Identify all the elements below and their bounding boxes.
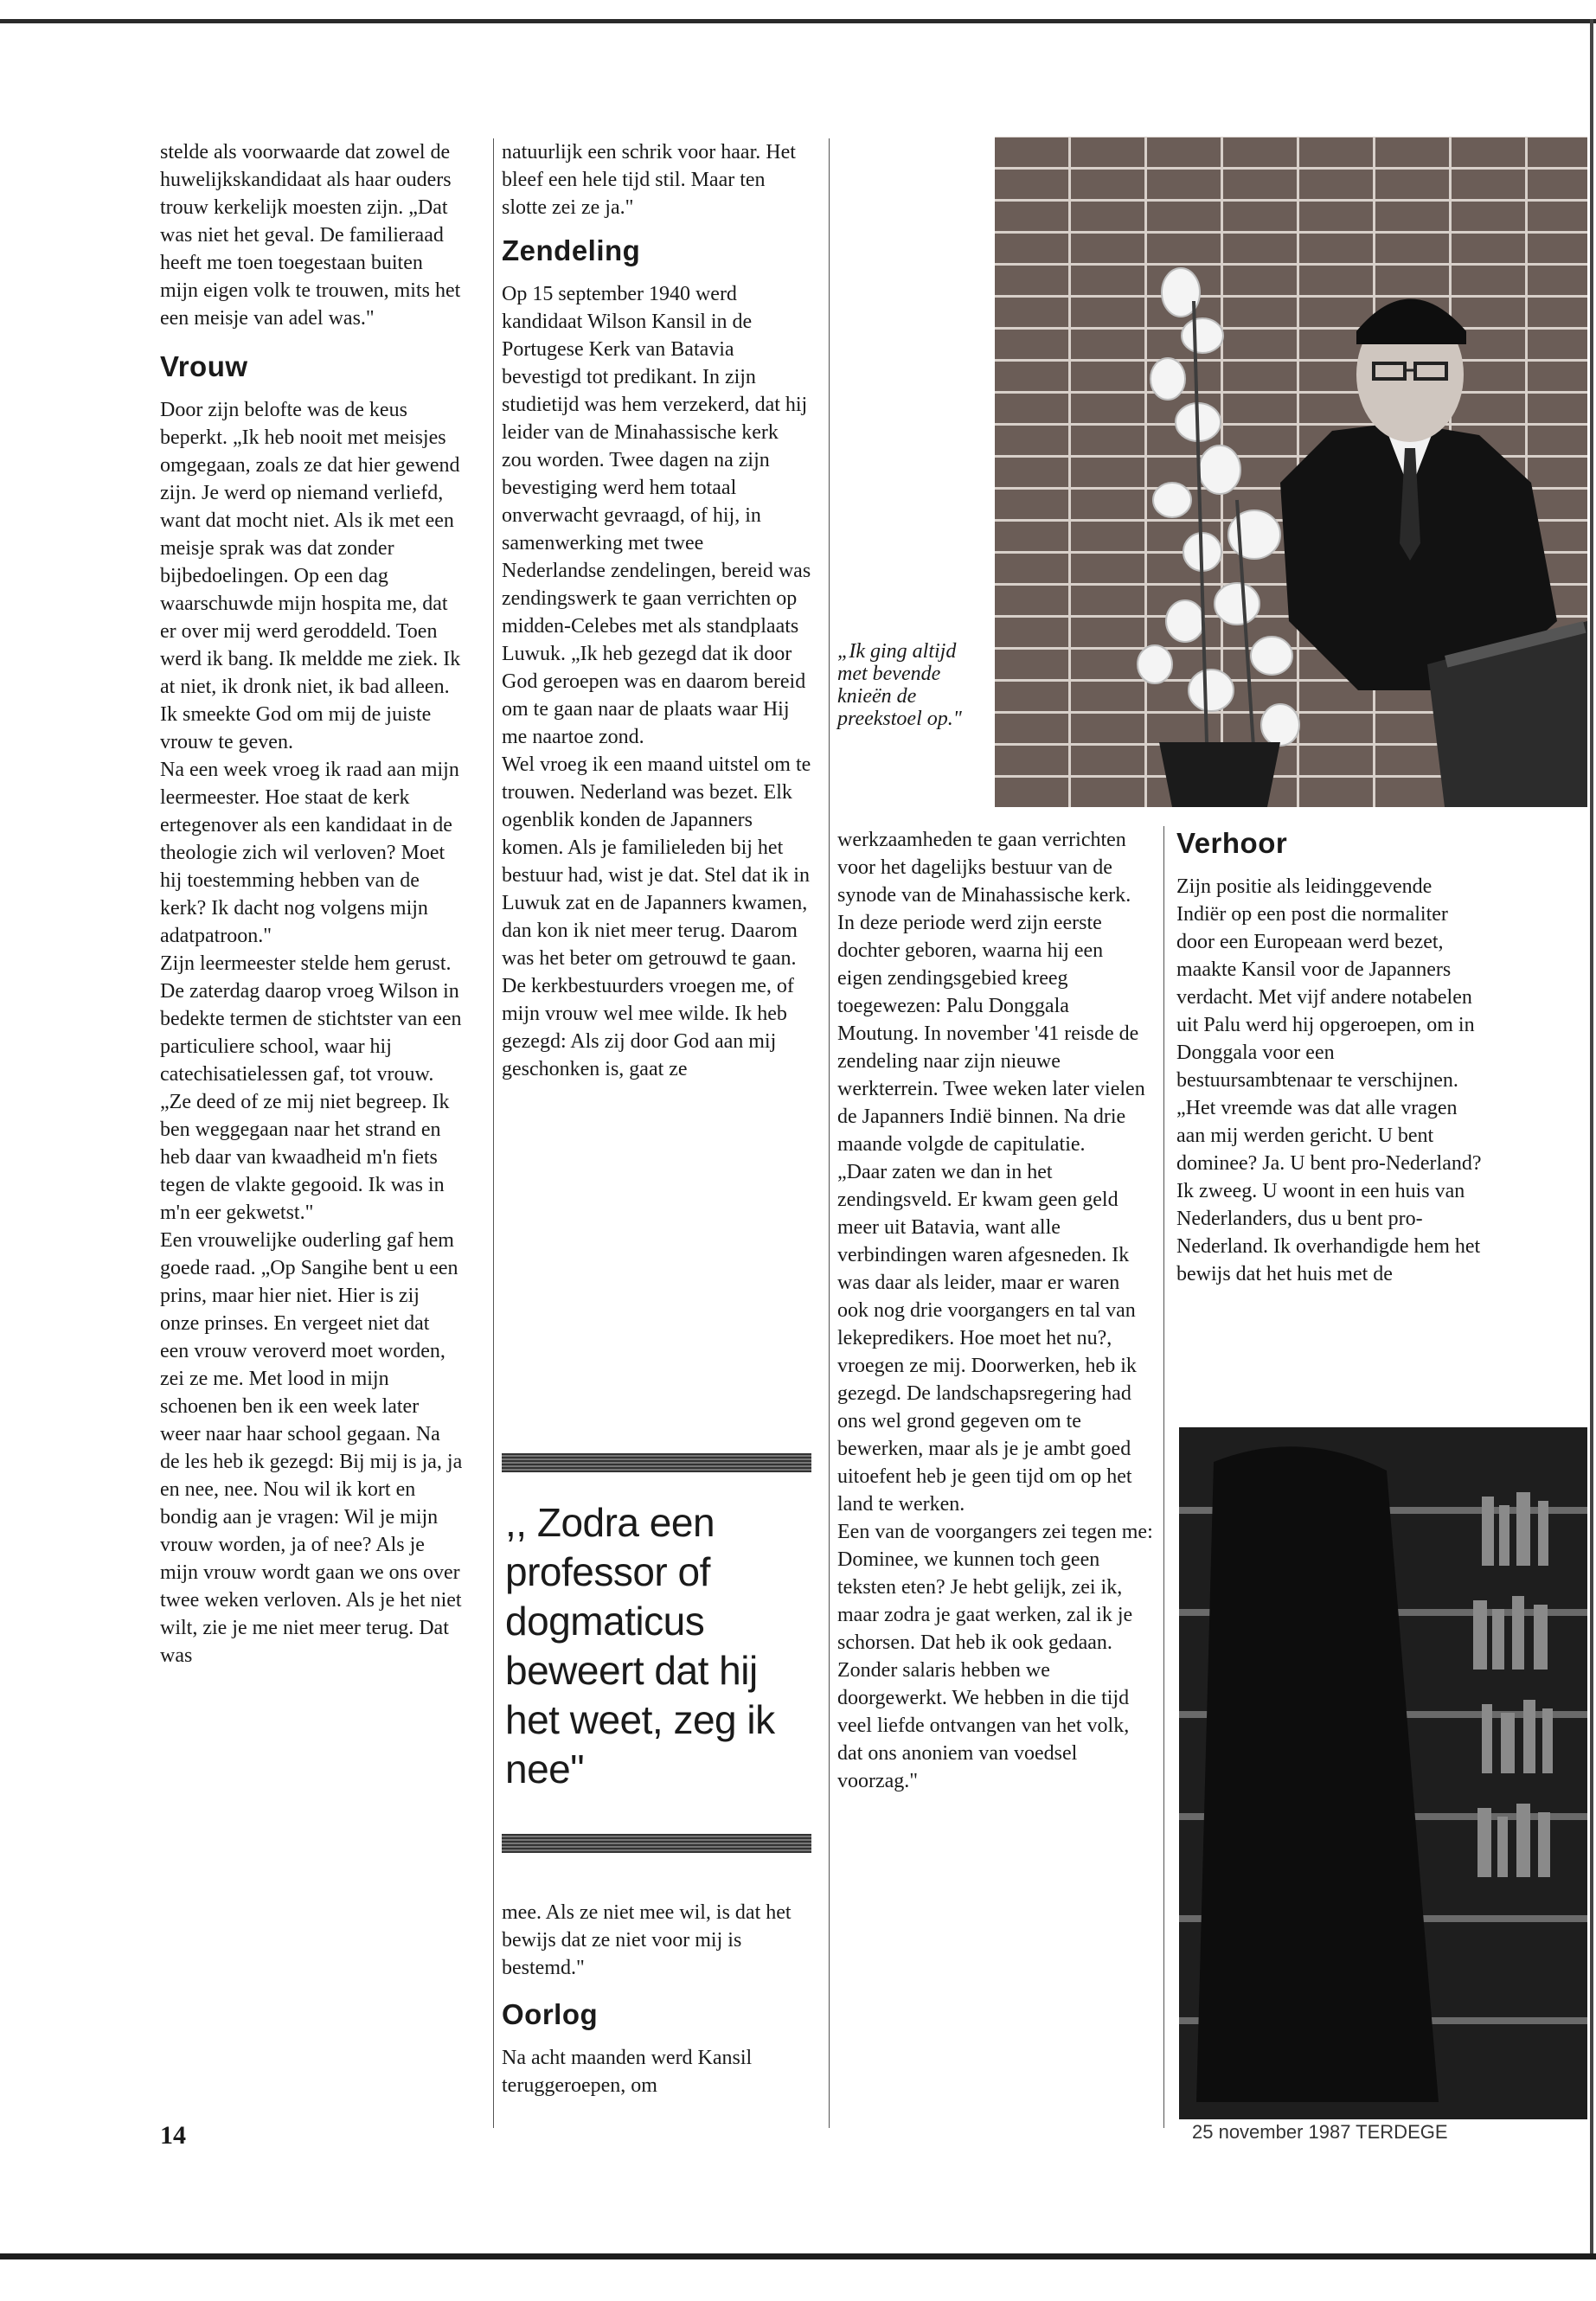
section-heading-oorlog: Oorlog: [502, 1998, 599, 2030]
section-heading-zendeling: Zendeling: [502, 234, 641, 266]
paragraph: mee. Als ze niet mee wil, is dat het bewijs dat ze niet voor mij is bestemd.": [502, 1901, 792, 1979]
paragraph: natuurlijk een schrik voor haar. Het bleef een hele tijd stil. Maar ten slotte zei ze ja.": [502, 141, 796, 219]
page-frame-bottom: [0, 2253, 1596, 2259]
paragraph: stelde als voorwaarde dat zowel de huwelijkskandidaat als haar ouders trouw kerkelijk moesten zijn. „Dat was niet het geval. De familieraad heeft me toen toegestaan buiten mijn eigen volk te trouwen, mits het een meisje van adel was.": [160, 141, 461, 330]
article-column-3: [837, 826, 1153, 1795]
paragraph: Een vrouwelijke ouderling gaf hem goede raad. „Op Sangihe bent u een prins, maar hier niet. Hier is zij onze prinses. En vergeet niet dat een vrouw veroverd moet worden, zei ze me. Met lood in mijn schoenen ben ik een week later weer naar haar school gegaan. Na de les heb ik gezegd: Bij mij is ja, ja en nee, nee. Nou wil ik kort en bondig aan je vragen: Wil je mijn vrouw worden, ja of nee? Als je mijn vrouw wordt gaan we ons over twee weken verloven. Als je het niet wilt, zie je me niet meer terug. Dat was: [160, 1229, 463, 1667]
page-frame-top: [0, 19, 1596, 23]
paragraph: werkzaamheden te gaan verrichten voor het dagelijks bestuur van de synode van de Minahassische kerk. In deze periode werd zijn eerste dochter geboren, waarna hij een eigen zendingsgebied kreeg toegewezen: Palu Donggala Moutung. In november '41 reisde de zendeling naar zijn nieuwe werkterrein. Twee weken later vielen de Japanners Indië binnen. Na drie maande volgde de capitulatie.: [837, 829, 1145, 1156]
paragraph: Na een week vroeg ik raad aan mijn leermeester. Hoe staat de kerk ertegenover als een kandidaat in de theologie zich wil verloven? Moet hij toestemming hebben van de kerk? Ik dacht nog volgens mijn adatpatroon.": [160, 759, 459, 947]
paragraph: Op 15 september 1940 werd kandidaat Wilson Kansil in de Portugese Kerk van Batavia bevestigd tot predikant. In zijn studietijd was hem verzekerd, dat hij leider van de Minahassische kerk zou worden. Twee dagen na zijn bevestiging werd hem totaal onverwacht gevraagd, of hij, in samenwerking met twee Nederlandse zendelingen, bereid was zendingswerk te gaan verrichten op midden-Celebes met als standplaats Luwuk. „Ik heb gezegd dat ik door God geroepen was en daarom bereid om te gaan naar de plaats waar Hij me naartoe zond.: [502, 283, 811, 748]
page-frame-right: [1590, 19, 1593, 2259]
column-rule-3: [1163, 826, 1164, 2128]
paragraph: Zijn leermeester stelde hem gerust. De zaterdag daarop vroeg Wilson in bedekte termen de stichtster van een particuliere school, waar hij catechisatielessen gaf, tot vrouw. „Ze deed of ze mij niet begreep. Ik ben weggegaan naar het strand en heb daar van kwaadheid m'n fiets tegen de vlakte gegooid. Ik was in m'n eer gekwetst.": [160, 952, 462, 1224]
pull-quote: ,, Zodra een professor of dogmaticus beweert dat hij het weet, zeg ik nee": [505, 1500, 775, 1791]
paragraph: Een van de voorgangers zei tegen me: Dominee, we kunnen toch geen teksten eten? Je hebt gelijk, zei ik, maar zodra je gaat werken, zal ik je schorsen. Dat heb ik ook gedaan. Zonder salaris hebben we doorgewerkt. We hebben in die tijd veel liefde ontvangen van het volk, dat ons anoniem van voedsel voorzag.": [837, 1521, 1153, 1792]
section-heading-verhoor: Verhoor: [1176, 827, 1288, 859]
paragraph: „Het vreemde was dat alle vragen aan mij werden gericht. U bent dominee? Ja. U bent pro-Nederland? Ik zweeg. U woont in een huis van Nederlanders, dus u bent pro-Nederland. Ik overhandigde hem het bewijs dat het huis met de: [1176, 1097, 1482, 1285]
pull-quote-rule-bottom: [502, 1834, 811, 1853]
page-number: 14: [160, 2121, 186, 2150]
paragraph: De kerkbestuurders vroegen me, of mijn vrouw wel mee wilde. Ik heb gezegd: Als zij door God aan mij geschonken is, gaat ze: [502, 975, 794, 1080]
photo-caption: „Ik ging altijd met bevende knieën de preekstoel op.": [837, 640, 962, 730]
article-column-1: [160, 138, 463, 1670]
column-rule-1: [493, 138, 494, 2128]
paragraph: Wel vroeg ik een maand uitstel om te trouwen. Nederland was bezet. Elk ogenblik konden de Japanners komen. Als je familieleden bij het bestuur had, wist je dat. Stel dat ik in Luwuk zat en de Japanners kwamen, dan kon ik niet meer terug. Daarom was het beter om getrouwd te gaan.: [502, 753, 811, 970]
paragraph: Door zijn belofte was de keus beperkt. „Ik heb nooit met meisjes omgegaan, zoals ze dat hier gewend zijn. Je werd op niemand verliefd, want dat mocht niet. Als ik met een meisje sprak was dat zonder bijbedoelingen. Op een dag waarschuwde mijn hospita me, dat er over mij werd geroddeld. Toen werd ik bang. Ik meldde me ziek. Ik at niet, ik dronk niet, ik bad alleen. Ik smeekte God om mij de juiste vrouw te geven.: [160, 399, 461, 753]
portrait-photo-preacher: [995, 137, 1587, 807]
section-heading-vrouw: Vrouw: [160, 350, 248, 382]
article-column-2: [502, 138, 811, 1083]
article-column-2-continued: [502, 1899, 811, 2099]
dark-photo-bookshelf: [1179, 1427, 1587, 2119]
paragraph: Na acht maanden werd Kansil teruggeroepen, om: [502, 2047, 753, 2097]
paragraph: „Daar zaten we dan in het zendingsveld. Er kwam geen geld meer uit Batavia, want alle verbindingen waren afgesneden. Ik was daar als leider, maar er waren ook nog drie voorgangers en tal van lekepredikers. Hoe moet het nu?, vroegen ze mij. Doorwerken, heb ik gezegd. De landschapsregering had ons wel grond gegeven om te bewerken, maar als je je ambt goed uitoefent heb je geen tijd om op het land te werken.: [837, 1161, 1137, 1516]
portrait-illustration: [995, 137, 1587, 807]
issue-date: 25 november 1987 TERDEGE: [1192, 2121, 1448, 2143]
column-rule-2: [829, 138, 830, 2128]
pull-quote-block: [502, 1453, 811, 1853]
pull-quote-rule-top: [502, 1453, 811, 1472]
bookshelf-illustration: [1179, 1427, 1587, 2119]
article-column-4: [1176, 826, 1484, 1288]
paragraph: Zijn positie als leidinggevende Indiër op een post die normaliter door een Europeaan werd bezet, maakte Kansil voor de Japanners verdacht. Met vijf andere notabelen uit Palu werd hij opgeroepen, om in Donggala voor een bestuursambtenaar te verschijnen.: [1176, 875, 1475, 1092]
